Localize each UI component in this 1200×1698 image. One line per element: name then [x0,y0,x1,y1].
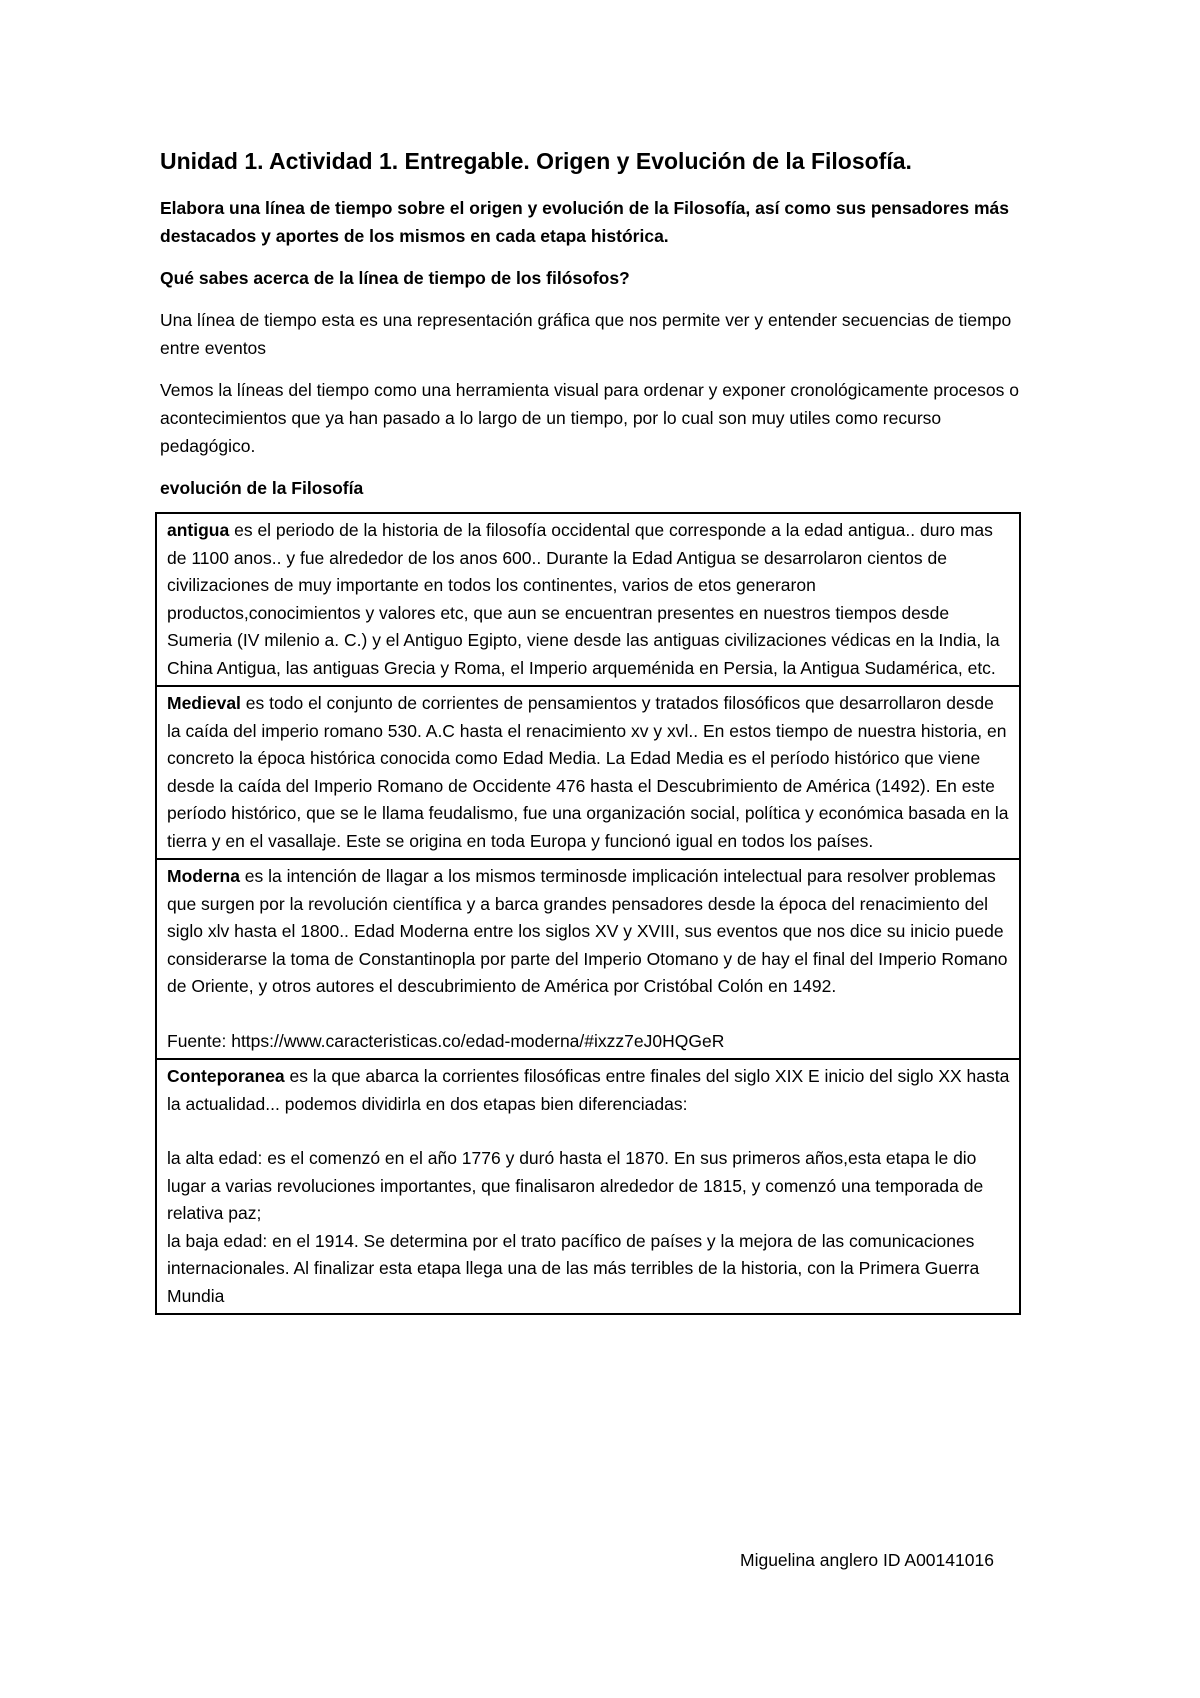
stage-alta-edad: la alta edad: es el comenzó en el año 1776 y duró hasta el 1870. En sus primeros años,esta etapa le dio lugar a varias revoluciones importantes, que finalisaron alrededor de 1815, y comenzó una temporada de relativa paz; [167,1148,984,1223]
spacer [167,1001,1011,1028]
document-body [160,146,1030,1315]
author-footer: Miguelina anglero ID A00141016 [740,1550,994,1570]
period-term: Moderna [167,866,240,886]
answer-paragraph-1: Una línea de tiempo esta es una representación gráfica que nos permite ver y entender secuencias de tiempo entre eventos [160,310,1012,358]
timeline-cell-moderna [156,859,1020,1059]
timeline-table [155,512,1021,1315]
period-term: Conteporanea [167,1066,285,1086]
instruction-paragraph: Elabora una línea de tiempo sobre el origen y evolución de la Filosofía, así como sus pensadores más destacados y aportes de los mismos en cada etapa histórica. [160,198,1009,246]
timeline-cell-antigua [156,513,1020,686]
table-row [156,513,1020,686]
stage-baja-edad: la baja edad: en el 1914. Se determina por el trato pacífico de países y la mejora de las comunicaciones internacionales. Al finalizar esta etapa llega una de las más terribles de la historia, con la Primera Guerra Mundia [167,1230,980,1306]
period-text: es la que abarca la corrientes filosóficas entre finales del siglo XIX E inicio del siglo XX hasta la actualidad... podemos dividirla en dos etapas bien diferenciadas: [167,1066,1010,1114]
period-term: antigua [167,520,230,540]
document-title: Unidad 1. Actividad 1. Entregable. Origen y Evolución de la Filosofía. [160,148,912,174]
question-paragraph: Qué sabes acerca de la línea de tiempo de los filósofos? [160,268,630,288]
spacer [167,1118,1011,1145]
table-row [156,1059,1020,1314]
period-text: es la intención de llagar a los mismos terminosde implicación intelectual para resolver problemas que surgen por la revolución científica y a barca grandes pensadores desde la época del renacimiento del siglo xlv hasta el 1800.. Edad Moderna entre los siglos XV y XVIII, sus eventos que nos dice su inicio puede considerarse la toma de Constantinopla por parte del Imperio Otomano y de hay el final del Imperio Romano de Oriente, y otros autores el descubrimiento de América por Cristóbal Colón en 1492. [167,866,1008,996]
timeline-cell-contemporanea [156,1059,1020,1314]
period-text: es el periodo de la historia de la filosofía occidental que corresponde a la edad antigua.. duro mas de 1100 anos.. y fue alrededor de los anos 600.. Durante la Edad Antigua se desarrolaron cientos de civilizaciones de muy importante en todos los continentes, varios de etos generaron productos,conocimientos y valores etc, que aun se encuentran presentes en nuestros tiempos desde Sumeria (IV milenio a. C.) y el Antiguo Egipto, viene desde las antiguas civilizaciones védicas en la India, la China Antigua, las antiguas Grecia y Roma, el Imperio arqueménida en Persia, la Antigua Sudamérica, etc. [167,520,1000,678]
source-citation: Fuente: https://www.caracteristicas.co/edad-moderna/#ixzz7eJ0HQGeR [167,1030,725,1051]
period-term: Medieval [167,693,241,713]
timeline-cell-medieval [156,686,1020,859]
table-row [156,686,1020,859]
period-text: es todo el conjunto de corrientes de pensamientos y tratados filosóficos que desarrollaron desde la caída del imperio romano 530. A.C hasta el renacimiento xv y xvl.. En estos tiempo de nuestra historia, en concreto la época histórica conocida como Edad Media. La Edad Media es el período histórico que viene desde la caída del Imperio Romano de Occidente 476 hasta el Descubrimiento de América (1492). En este período histórico, que se le llama feudalismo, fue una organización social, política y económica basada en la tierra y en el vasallaje. Este se origina en toda Europa y funcionó igual en todos los países. [167,693,1009,851]
section-heading: evolución de la Filosofía [160,478,364,498]
answer-paragraph-2: Vemos la líneas del tiempo como una herramienta visual para ordenar y exponer cronológicamente procesos o acontecimientos que ya han pasado a lo largo de un tiempo, por lo cual son muy utiles como recurso pedagógico. [160,380,1019,456]
table-row [156,859,1020,1059]
